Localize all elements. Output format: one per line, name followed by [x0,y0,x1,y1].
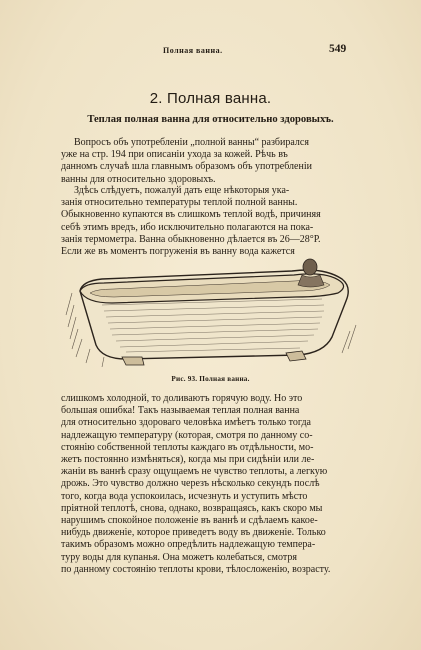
text-line: слишкомъ холодной, то доливаютъ горячую воду. Но это [61,393,303,404]
text-line: того, когда вода успокоилась, исчезнуть и уступить мѣсто [61,490,308,502]
text-line: для относительно здороваго человѣка имѣетъ только тогда [61,417,311,429]
subheading: Теплая полная ванна для относительно здоровыхъ. [87,114,334,125]
text-line: туру воды для купанья. Она можетъ колебаться, смотря [61,551,297,563]
bathtub-illustration [62,253,362,371]
text-line: себѣ этимъ вредъ, ибо исключительно полагаются на пока- [61,221,314,233]
text-line: такимъ образомъ можно опредѣлить надлежащую темпера- [61,539,316,551]
text-line: Вопросъ объ употребленіи „полной ванны“ разбирался [74,137,309,148]
text-line: нарушимъ спокойное положеніе въ ваннѣ и сдѣлаемъ какое- [61,515,318,527]
text-line: занія термометра. Ванна обыкновенно дѣлается въ 26—28°Р. [61,233,321,245]
figure-caption: Рис. 93. Полная ванна. [171,375,250,383]
text-line: занія относительно температуры теплой полной ванны. [61,197,298,209]
text-line: надлежащую температуру (которая, смотря по данному со- [61,429,313,441]
text-line: большая ошибка! Такъ называемая теплая полная ванна [61,405,300,417]
text-line: Обыкновенно купаются въ слишкомъ теплой водѣ, причиняя [61,209,321,221]
text-line: дрожь. Это чувство должно черезъ нѣсколько секундъ послѣ [61,478,320,490]
text-line: пріятной теплотѣ, снова, однако, возвращаясь, какъ скоро мы [61,502,323,514]
text-line: жаніи въ ваннѣ сразу ощущаемъ не чувство теплоты, а легкую [61,466,328,478]
text-line: уже на стр. 194 при описаніи ухода за кожей. Рѣчь въ [61,149,288,161]
running-head: Полная ванна. [163,46,223,55]
text-line: по данному состоянію теплоты крови, тѣлосложенію, возрасту. [61,563,331,575]
section-title: 2. Полная ванна. [149,90,272,107]
page-number: 549 [329,43,347,55]
text-line: жетъ постоянно измѣняться), когда мы при сидѣніи или ле- [61,454,315,466]
paragraph-3 [61,393,363,576]
text-line: Если же въ моментъ погруженія въ ванну вода кажется [61,246,295,258]
text-line: ванны для относительно здоровыхъ. [61,173,216,185]
text-line: данномъ случаѣ шла главнымъ образомъ объ употребленіи [61,161,312,173]
text-line: стоянію собственной теплоты каждаго въ отдѣльности, мо- [61,441,314,453]
paragraph-1 [61,137,363,186]
text-line: Здѣсь слѣдуетъ, пожалуй дать еще нѣкоторыя ука- [74,185,290,196]
paragraph-2 [61,185,363,258]
text-line: нибудь движеніе, которое приведетъ воду въ движеніе. Только [61,527,326,539]
